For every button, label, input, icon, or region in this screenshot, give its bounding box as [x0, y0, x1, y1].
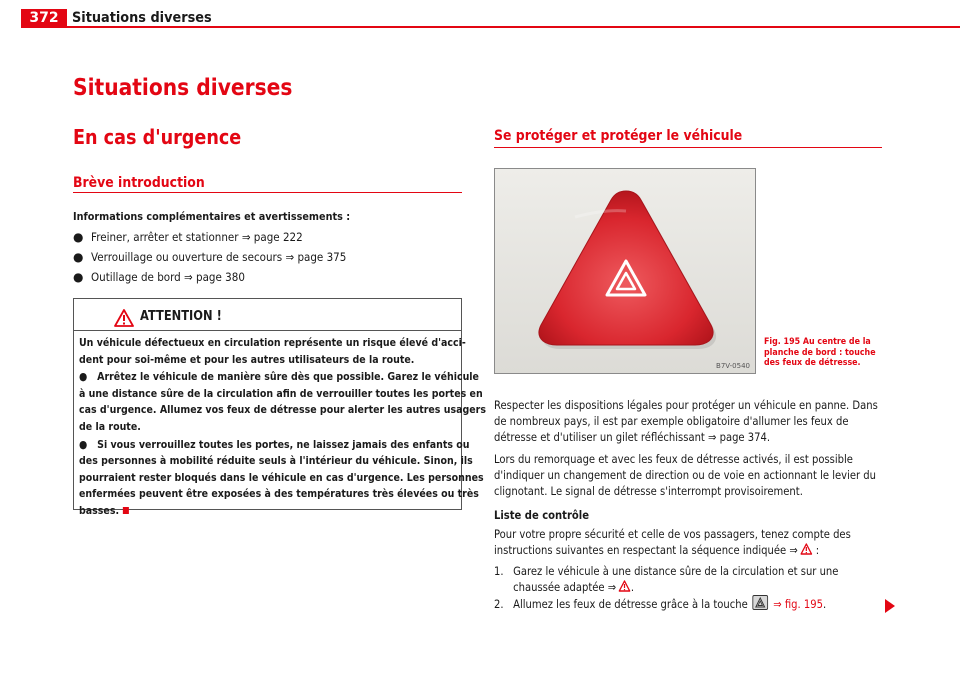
- hazard-key-icon: [753, 595, 769, 610]
- bullet-icon: ●: [73, 250, 84, 264]
- info-heading: Informations complémentaires et avertissements :: [73, 210, 351, 223]
- end-marker-icon: [122, 507, 128, 514]
- bullet-icon: ●: [79, 370, 88, 384]
- bullet-icon: ●: [73, 270, 84, 284]
- warning-triangle-icon[interactable]: [619, 580, 631, 592]
- page-link[interactable]: page 380: [196, 270, 245, 284]
- arrow-icon: ⇒: [607, 580, 617, 594]
- checklist-title: Liste de contrôle: [494, 508, 589, 522]
- checklist-step-1: 1. Garez le véhicule à une distance sûre de la circulation et sur une chaussée adaptée ⇒ .: [494, 564, 839, 594]
- page-link[interactable]: page 374.: [719, 430, 771, 444]
- checklist-step-2: 2. Allumez les feux de détresse grâce à la touche ⇒ fig. 195.: [494, 597, 827, 611]
- paragraph-towing: Lors du remorquage et avec les feux de détresse activés, il est possible d'indiquer un changement de direction ou de voie en actionnant le levier du clignotant. Le signal de détresse s'interrompt provisoirement.: [494, 452, 877, 498]
- warning-triangle-icon: [114, 309, 134, 327]
- arrow-icon: ⇒: [708, 430, 717, 444]
- page-title: Situations diverses: [73, 75, 293, 101]
- subsection-rule-right: [494, 147, 882, 148]
- page-link[interactable]: page 375: [297, 250, 347, 264]
- figure-link[interactable]: fig. 195: [784, 597, 823, 611]
- figure-code: B7V-0540: [716, 362, 750, 370]
- section-title: En cas d'urgence: [73, 125, 242, 149]
- bullet-icon: ●: [79, 437, 88, 451]
- arrow-icon: ⇒: [184, 270, 193, 284]
- header-rule: [21, 26, 960, 28]
- step-number: 1.: [494, 564, 504, 578]
- page-number: 372: [21, 9, 67, 27]
- warning-header: [74, 299, 461, 331]
- running-title: Situations diverses: [72, 10, 212, 26]
- step-number: 2.: [494, 597, 504, 611]
- arrow-icon: ⇒: [241, 230, 251, 244]
- bullet-icon: ●: [73, 230, 84, 244]
- subsection-title-protect: Se protéger et protéger le véhicule: [494, 128, 743, 144]
- arrow-icon: ⇒: [789, 543, 798, 557]
- warning-box: [73, 298, 486, 517]
- next-page-arrow-icon[interactable]: [884, 598, 896, 614]
- hazard-button-icon: [495, 169, 756, 374]
- subsection-rule-left: [73, 192, 462, 193]
- hazard-button-figure: [494, 168, 756, 374]
- checklist-intro: Pour votre propre sécurité et celle de vos passagers, tenez compte des instructions suivantes en respectant la séquence indiquée ⇒ :: [494, 527, 851, 557]
- paragraph-legal: Respecter les dispositions légales pour protéger un véhicule en panne. Dans de nombreux pays, il est par exemple obligatoire d'allumer les feux de détresse et d'utiliser un gilet réfléchissant ⇒ page 374.: [494, 398, 878, 444]
- arrow-icon: ⇒: [285, 250, 295, 264]
- warning-title: ATTENTION !: [140, 309, 222, 324]
- page-link[interactable]: page 222: [253, 230, 303, 244]
- arrow-icon: ⇒: [773, 597, 782, 611]
- subsection-title-intro: Brève introduction: [73, 175, 205, 191]
- figure-caption: Fig. 195 Au centre de la planche de bord : touche des feux de détresse.: [764, 337, 876, 368]
- warning-body: Un véhicule défectueux en circulation représente un risque élevé d'acci- dent pour soi-même et pour les autres utilisateurs de la route. ● Arrêtez le véhicule de manière sûre dès que possible. Garez le véhicule à une distance sûre de la circulation afin de verrouiller toutes les portes en cas d'urgence. Allumez vos feux de détresse pour alerter les autres usagers de la route. ● Si vous verrouillez toutes les portes, ne laissez jamais des enfants ou des personnes à mobilité réduite seuls à l'intérieur du véhicule. Sinon, ils pourraient rester bloqués dans le véhicule en cas d'urgence. Les personnes enfermées peuvent être exposées à des températures très élevées ou très basses.: [79, 336, 486, 517]
- warning-triangle-icon[interactable]: [800, 543, 812, 555]
